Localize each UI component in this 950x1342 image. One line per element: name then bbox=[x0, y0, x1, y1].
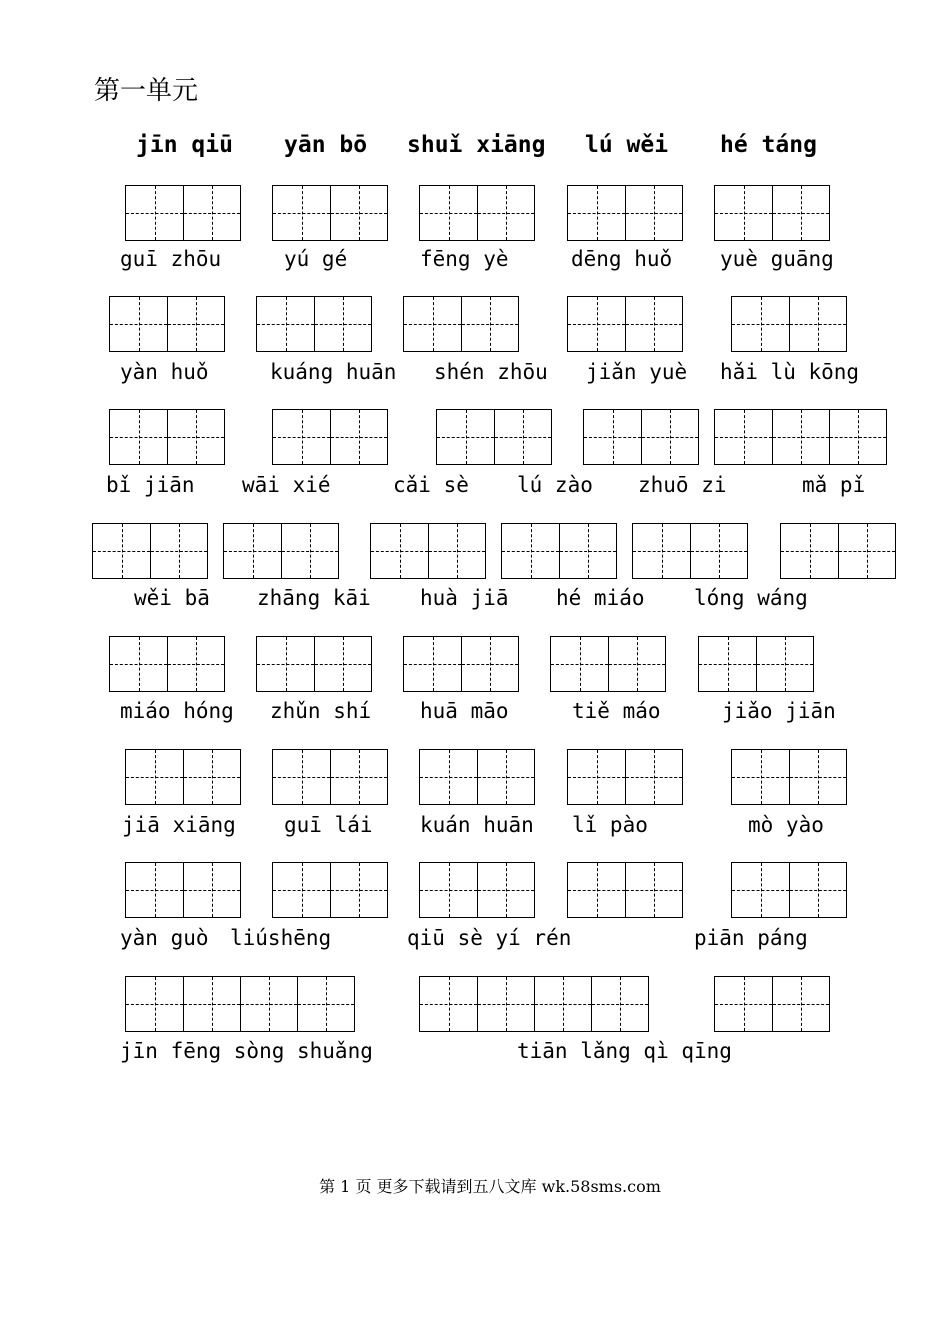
page-footer: 第 1 页 更多下载请到五八文库 wk.58sms.com bbox=[319, 1177, 661, 1196]
writing-grid[interactable] bbox=[436, 409, 552, 465]
writing-grid[interactable] bbox=[272, 185, 388, 241]
header-pinyin: lú wěi bbox=[585, 132, 669, 158]
writing-grid[interactable] bbox=[632, 523, 748, 579]
pinyin-word: shén zhōu bbox=[434, 360, 548, 384]
writing-grid[interactable] bbox=[223, 523, 339, 579]
unit-title: 第一单元 bbox=[94, 76, 199, 106]
writing-grid[interactable] bbox=[92, 523, 208, 579]
writing-grid[interactable] bbox=[109, 296, 225, 352]
writing-grid[interactable] bbox=[125, 862, 241, 918]
writing-grid[interactable] bbox=[272, 749, 388, 805]
writing-grid[interactable] bbox=[714, 185, 830, 241]
pinyin-word: cǎi sè bbox=[393, 473, 469, 497]
writing-grid[interactable] bbox=[698, 636, 814, 692]
pinyin-word: mǎ pǐ bbox=[802, 473, 866, 497]
pinyin-word: liúshēng bbox=[230, 926, 332, 950]
pinyin-word: wěi bā bbox=[134, 586, 210, 610]
writing-grid[interactable] bbox=[567, 749, 683, 805]
pinyin-word: jiā xiāng bbox=[122, 813, 236, 837]
pinyin-word: jiǎo jiān bbox=[722, 699, 836, 723]
writing-grid[interactable] bbox=[256, 636, 372, 692]
pinyin-word: yàn huǒ bbox=[120, 360, 209, 384]
pinyin-word: guī zhōu bbox=[120, 247, 222, 271]
pinyin-word: lú zào bbox=[517, 473, 593, 497]
writing-grid[interactable] bbox=[272, 409, 388, 465]
writing-grid[interactable] bbox=[419, 862, 535, 918]
pinyin-word: lǐ pào bbox=[572, 813, 648, 837]
writing-grid[interactable] bbox=[731, 862, 847, 918]
pinyin-word: jiǎn yuè bbox=[586, 360, 688, 384]
writing-grid[interactable] bbox=[567, 296, 683, 352]
pinyin-word: wāi xié bbox=[242, 473, 331, 497]
writing-grid[interactable] bbox=[370, 523, 486, 579]
pinyin-word: kuáng huān bbox=[270, 360, 397, 384]
pinyin-word: fēng yè bbox=[420, 247, 509, 271]
pinyin-word: zhǔn shí bbox=[270, 699, 372, 723]
writing-grid[interactable] bbox=[714, 409, 887, 465]
header-pinyin: shuǐ xiāng bbox=[407, 132, 546, 158]
header-pinyin: jīn qiū bbox=[136, 132, 233, 158]
pinyin-word: tiě máo bbox=[572, 699, 661, 723]
pinyin-word: bǐ jiān bbox=[106, 473, 195, 497]
writing-grid[interactable] bbox=[501, 523, 617, 579]
writing-grid[interactable] bbox=[731, 296, 847, 352]
writing-grid[interactable] bbox=[109, 636, 225, 692]
pinyin-word: huā māo bbox=[420, 699, 509, 723]
pinyin-word: mò yào bbox=[748, 813, 824, 837]
writing-grid[interactable] bbox=[125, 976, 355, 1032]
writing-grid[interactable] bbox=[403, 636, 519, 692]
writing-grid[interactable] bbox=[256, 296, 372, 352]
pinyin-word: miáo hóng bbox=[120, 699, 234, 723]
pinyin-word: piān páng bbox=[694, 926, 808, 950]
header-pinyin: hé táng bbox=[720, 132, 817, 158]
pinyin-word: jīn fēng sòng shuǎng bbox=[120, 1039, 373, 1063]
pinyin-word: zhuō zi bbox=[638, 473, 727, 497]
pinyin-word: dēng huǒ bbox=[571, 247, 673, 271]
writing-grid[interactable] bbox=[567, 185, 683, 241]
writing-grid[interactable] bbox=[419, 976, 649, 1032]
pinyin-word: hé miáo bbox=[556, 586, 645, 610]
pinyin-word: qiū sè yí rén bbox=[407, 926, 572, 950]
pinyin-word: guī lái bbox=[284, 813, 373, 837]
pinyin-word: hǎi lù kōng bbox=[720, 360, 860, 384]
writing-grid[interactable] bbox=[780, 523, 896, 579]
pinyin-word: yú gé bbox=[284, 247, 348, 271]
writing-grid[interactable] bbox=[109, 409, 225, 465]
pinyin-word: kuán huān bbox=[420, 813, 534, 837]
pinyin-word: yuè guāng bbox=[720, 247, 834, 271]
pinyin-word: huà jiā bbox=[420, 586, 509, 610]
writing-grid[interactable] bbox=[731, 749, 847, 805]
writing-grid[interactable] bbox=[272, 862, 388, 918]
header-pinyin: yān bō bbox=[284, 132, 368, 158]
writing-grid[interactable] bbox=[550, 636, 666, 692]
writing-grid[interactable] bbox=[583, 409, 699, 465]
pinyin-word: yàn guò bbox=[120, 926, 209, 950]
writing-grid[interactable] bbox=[403, 296, 519, 352]
pinyin-word: zhāng kāi bbox=[257, 586, 371, 610]
writing-grid[interactable] bbox=[567, 862, 683, 918]
writing-grid[interactable] bbox=[125, 185, 241, 241]
writing-grid[interactable] bbox=[714, 976, 830, 1032]
pinyin-word: lóng wáng bbox=[694, 586, 808, 610]
pinyin-word: tiān lǎng qì qīng bbox=[517, 1039, 732, 1063]
writing-grid[interactable] bbox=[125, 749, 241, 805]
writing-grid[interactable] bbox=[419, 749, 535, 805]
writing-grid[interactable] bbox=[419, 185, 535, 241]
